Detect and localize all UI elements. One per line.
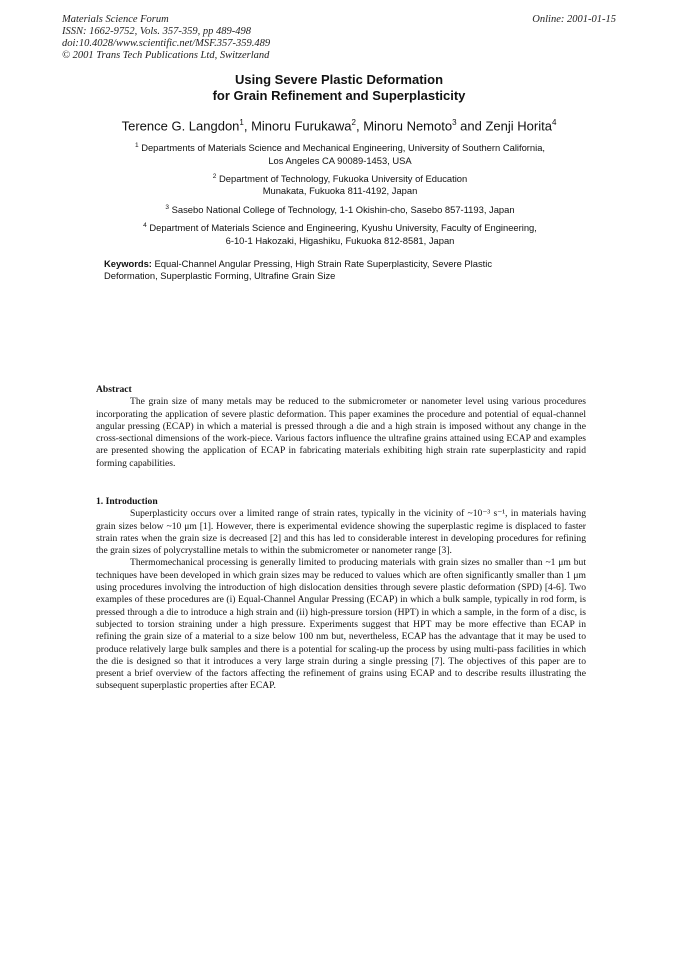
affiliation-sup: 1: [134, 142, 139, 149]
introduction-section: [96, 496, 586, 693]
affiliation-line-2: 6-10-1 Hakozaki, Higashiku, Fukuoka 812-8581, Japan: [225, 234, 455, 246]
author-sup: 4: [551, 118, 557, 127]
journal-header: [62, 14, 270, 62]
affiliation-line-2: Munakata, Fukuoka 811-4192, Japan: [262, 185, 418, 197]
introduction-heading: 1. Introduction: [96, 496, 158, 507]
doi-line[interactable]: doi:10.4028/www.scientific.net/MSF.357-359.489: [62, 38, 271, 49]
affiliation: [90, 171, 590, 198]
author-name: Terence G. Langdon: [121, 118, 240, 134]
author-sup: 3: [452, 118, 457, 127]
affiliation-sup: 2: [212, 172, 217, 180]
affiliation: [90, 220, 590, 247]
author-name: Minoru Nemoto: [363, 118, 453, 134]
journal-name: Materials Science Forum: [62, 14, 169, 25]
copyright-line: © 2001 Trans Tech Publications Ltd, Switzerland: [62, 50, 270, 61]
introduction-paragraph-1: Superplasticity occurs over a limited range of strain rates, typically in the vicinity of ~10⁻³ s⁻¹, in materials having grain sizes below ~10 μm [1]. However, there is experimental evidence showing the superplastic regime is displaced to faster strain rates when the grain size is decreased [2] and this has led to considerable interest in developing procedures for refining the grain sizes of polycrystalline metals to within the submicrometer or nanometer range [3].: [96, 508, 586, 557]
online-date: Online: 2001-01-15: [532, 14, 616, 25]
affiliation-line-1: Department of Technology, Fukuoka University of Education: [219, 173, 468, 185]
keywords: [104, 258, 544, 282]
affiliation-sup: 4: [143, 222, 147, 230]
abstract-text: The grain size of many metals may be reduced to the submicrometer or nanometer level using various procedures incorporating the application of severe plastic deformation. This paper examines the procedure and potential of equal-channel angular pressing (ECAP) in which a material is pressed through a die and a high strain is imposed without any change in the cross-sectional dimensions of the work-piece. Various factors influence the ultrafine grains attained using ECAP and examples are presented showing the application of ECAP in fabricating materials exhibiting high strain rate superplasticity and rapid forming capabilities.: [96, 396, 586, 469]
affiliation-line-1: Departments of Materials Science and Mechanical Engineering, University of Southern California,: [141, 142, 546, 154]
affiliation-sup: 3: [165, 203, 170, 211]
author-list: Terence G. Langdon$^1$, Minoru Furukawa$^2$, Minoru Nemoto$^3$ and Zenji Horita$^4$: [121, 118, 557, 134]
title-line-2: for Grain Refinement and Superplasticity: [212, 88, 466, 103]
affiliation-line-2: Los Angeles CA 90089-1453, USA: [268, 154, 412, 166]
affiliation: [90, 202, 590, 217]
issn-line: ISSN: 1662-9752, Vols. 357-359, pp 489-498: [62, 26, 251, 37]
keywords-text: Equal-Channel Angular Pressing, High Strain Rate Superplasticity, Severe Plastic Deformation, Superplastic Forming, Ultrafine Grain Size: [104, 258, 493, 281]
author-name: Zenji Horita: [485, 118, 552, 134]
affiliation-line-1: Sasebo National College of Technology, 1-1 Okishin-cho, Sasebo 857-1193, Japan: [171, 204, 515, 215]
affiliation: [90, 140, 590, 167]
abstract-heading: Abstract: [96, 384, 132, 395]
keywords-label: Keywords:: [104, 258, 152, 269]
affiliation-list: [90, 140, 590, 251]
author-name: Minoru Furukawa: [251, 118, 352, 134]
author-sup: 2: [351, 118, 356, 127]
title-line-1: Using Severe Plastic Deformation: [234, 72, 444, 87]
introduction-paragraph-2: Thermomechanical processing is generally limited to producing materials with grain sizes no smaller than ~1 μm but techniques have been developed in which grain sizes may be reduced to values which are often significantly smaller than 1 μm using procedures involving the introduction of high dislocation densities through severe plastic deformation (SPD) [4-6]. Two examples of these procedures are (i) Equal-Channel Angular Pressing (ECAP) in which a bulk sample, typically in rod form, is pressed through a die to introduce a high strain and (ii) high-pressure torsion (HPT) in which a sample, in the form of a disc, is subjected to torsion straining under a high pressure. Experiments suggest that HPT may be more effective than ECAP in refining the grain size of a material to a size below 100 nm but, nevertheless, ECAP has the advantage that it may be used to produce relatively large bulk samples and there is a potential for scaling-up the process by using multi-pass facilities in which the die is designed so that it introduces a very large strain during a single pressing [7]. The objectives of this paper are to present a brief overview of the factors affecting the refinement of grains using ECAP and to describe results illustrating the subsequent superplastic properties after ECAP.: [96, 557, 586, 692]
affiliation-line-1: Department of Materials Science and Engineering, Kyushu University, Faculty of Engineering,: [149, 222, 537, 234]
paper-title: [0, 72, 678, 104]
abstract-section: [96, 384, 586, 470]
author-sup: 1: [239, 118, 244, 127]
